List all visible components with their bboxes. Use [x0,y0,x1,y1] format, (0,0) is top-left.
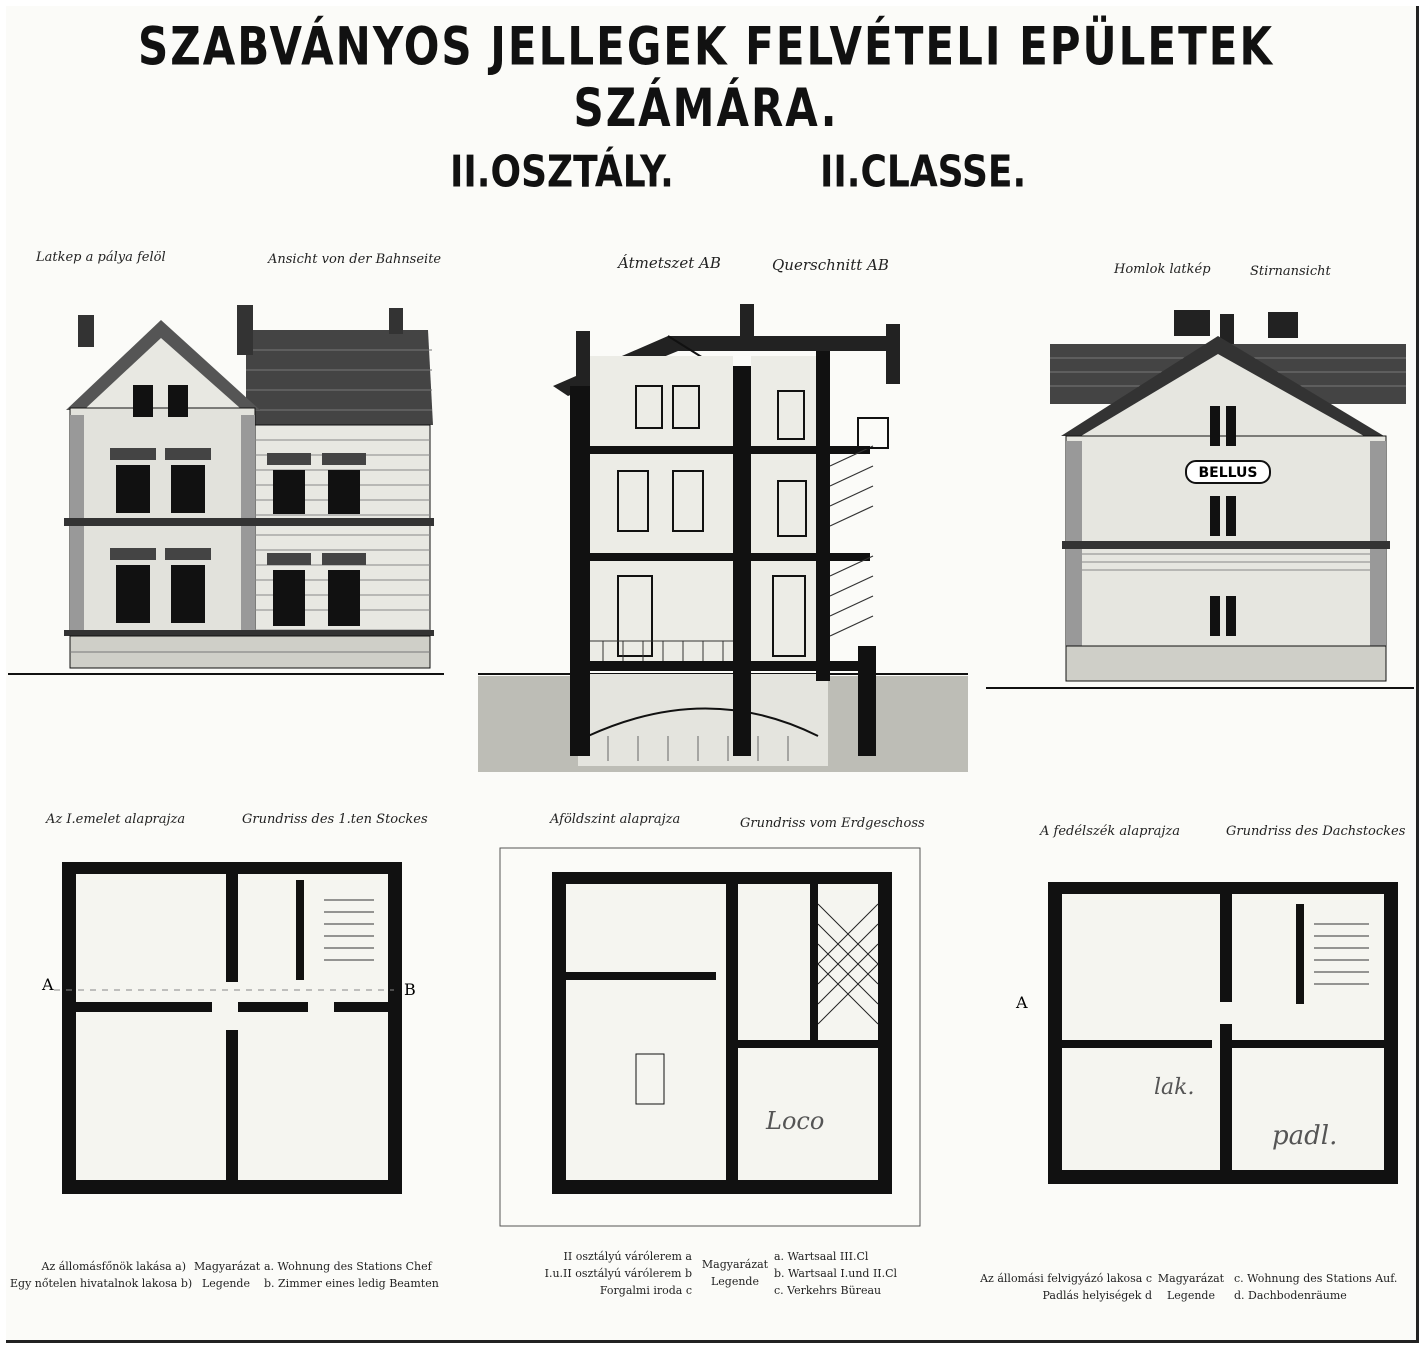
legend-line: Legende [201,1277,250,1290]
legend-line: Az állomásfőnök lakása a) [41,1260,186,1273]
ground-floor-caption-de: Grundriss vom Erdgeschoss [740,816,925,831]
ground-floor-legend-hu [506,1248,692,1299]
attic-legend-de [1234,1270,1397,1304]
attic-section-mark-a: A [1016,993,1028,1012]
first-floor-caption-hu: Az I.emelet alaprajza [46,812,186,827]
legend-line: Legende [1166,1289,1215,1302]
ground-floor-legend-mid [700,1256,770,1290]
legend-line: II osztályú várólerem a [563,1250,692,1263]
attic-caption-de: Grundriss des Dachstockes [1226,824,1406,839]
attic-legend-mid [1156,1270,1226,1304]
class-label-hu: II.OSZTÁLY. [450,147,674,198]
front-caption-hu: Latkep a pálya felöl [36,250,166,265]
first-floor-legend-de [264,1258,439,1292]
legend-line: Legende [710,1275,759,1288]
cross-section [478,296,970,776]
section-caption-de: Querschnitt AB [772,256,889,274]
section-mark-a: A [42,975,54,994]
legend-line: Az állomási felvigyázó lakosa c [980,1272,1152,1285]
attic-caption-hu: A fedélszék alaprajza [1040,824,1180,839]
legend-line: c. Verkehrs Büreau [774,1284,882,1297]
first-floor-caption-de: Grundriss des 1.ten Stockes [242,812,428,827]
attic-legend-hu [956,1270,1152,1304]
ground-floor-legend-de [774,1248,897,1299]
front-elevation [8,290,446,680]
first-floor-legend-hu [10,1258,193,1292]
legend-line: Forgalmi iroda c [599,1284,692,1297]
legend-line: Magyarázat [1157,1272,1225,1285]
side-caption-hu: Homlok latkép [1114,262,1211,277]
legend-line: Padlás helyiségek d [1042,1289,1152,1302]
front-caption-de: Ansicht von der Bahnseite [268,252,442,267]
attic-plan [1014,844,1404,1224]
ground-floor-caption-hu: Aföldszint alaprajza [550,812,681,827]
drawing-sheet [6,6,1419,1343]
legend-line: a. Wohnung des Stations Chef [264,1260,432,1273]
legend-line: Egy nőtelen hivatalnok lakosa b) [10,1277,193,1290]
side-elevation [986,296,1416,696]
sheet-title: SZABVÁNYOS JELLEGEK FELVÉTELI EPÜLETEK SZÁMÁRA. [137,15,1274,139]
section-mark-b: B [404,980,416,999]
section-caption-hu: Átmetszet AB [618,254,721,272]
first-floor-legend-mid [194,1258,261,1292]
first-floor-plan [34,840,414,1230]
legend-line: I.u.II osztályú várólerem b [544,1267,692,1280]
class-label-de: II.CLASSE. [820,147,1027,198]
station-sign: BELLUS [1198,465,1258,481]
legend-line: d. Dachbodenräume [1234,1289,1347,1302]
legend-line: b. Wartsaal I.und II.Cl [774,1267,898,1280]
ground-floor-plan [496,844,926,1230]
legend-line: Magyarázat [701,1258,769,1271]
pencil-note-loco: Loco [766,1107,825,1135]
legend-line: c. Wohnung des Stations Auf. [1234,1272,1398,1285]
legend-line: b. Zimmer eines ledig Beamten [264,1277,439,1290]
pencil-note-lak: lak. [1154,1075,1195,1100]
side-caption-de: Stirnansicht [1250,264,1331,279]
legend-line: Magyarázat [194,1260,261,1273]
legend-line: a. Wartsaal III.Cl [774,1250,869,1263]
pencil-note-padl: padl. [1272,1121,1338,1151]
